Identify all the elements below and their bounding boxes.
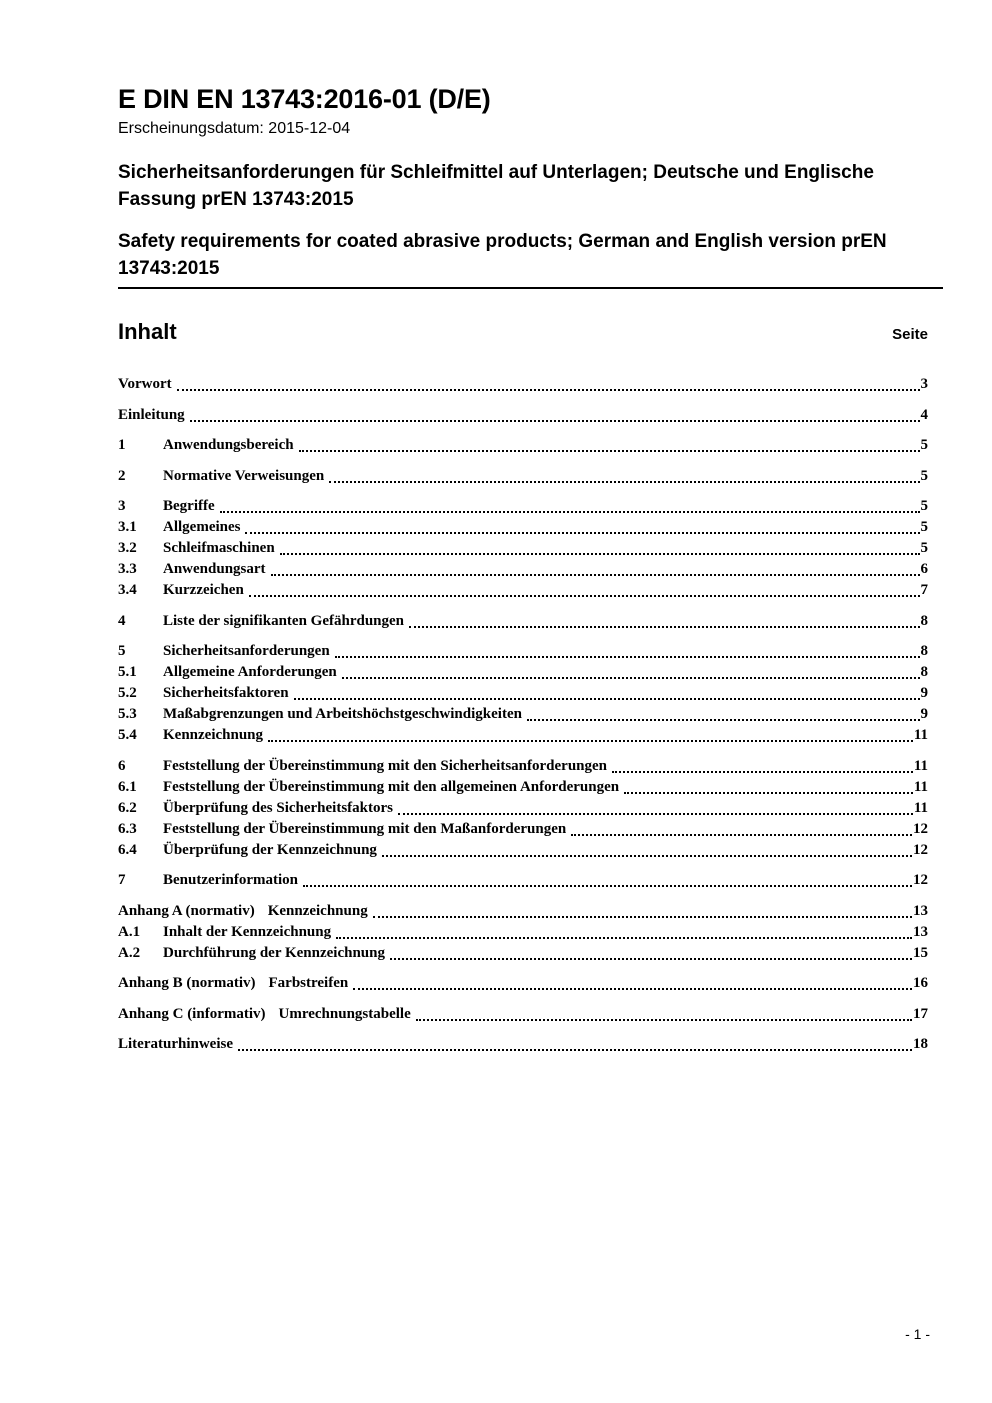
toc-dot-leader bbox=[571, 834, 912, 836]
toc-row bbox=[118, 943, 928, 964]
toc-entry-label: Allgemeines bbox=[163, 519, 241, 535]
toc-entry-number: 5.2 bbox=[118, 685, 137, 701]
toc-entry-page: 9 bbox=[920, 685, 928, 701]
toc-entry-page: 12 bbox=[913, 820, 928, 837]
toc-dot-leader bbox=[280, 553, 920, 555]
toc-row bbox=[118, 662, 928, 683]
toc-row bbox=[118, 517, 928, 538]
toc-entry-number: 3 bbox=[118, 498, 126, 514]
toc-row bbox=[118, 435, 928, 456]
toc-entry-page: 17 bbox=[913, 1005, 928, 1022]
toc-entry-page: 13 bbox=[913, 923, 928, 940]
toc-dot-leader bbox=[299, 450, 920, 452]
toc-entry-page: 5 bbox=[920, 519, 928, 535]
toc-entry-page: 5 bbox=[920, 540, 928, 556]
subtitle-german-line-1: Sicherheitsanforderungen für Schleifmittel auf Unterlagen; Deutsche und Englische bbox=[118, 162, 874, 183]
toc-entry-label: Feststellung der Übereinstimmung mit den Sicherheitsanforderungen bbox=[163, 757, 608, 774]
toc-entry-number: 5.4 bbox=[118, 727, 137, 743]
toc-dot-leader bbox=[329, 481, 919, 483]
toc-row bbox=[118, 1034, 928, 1055]
toc-entry-number: 5.3 bbox=[118, 706, 137, 722]
toc-entry-page: 9 bbox=[920, 706, 928, 722]
toc-list bbox=[118, 374, 928, 1055]
toc-entry-number: A.2 bbox=[118, 944, 141, 961]
toc-entry-label: Umrechnungstabelle bbox=[278, 1005, 411, 1022]
toc-dot-leader bbox=[527, 719, 920, 721]
toc-dot-leader bbox=[335, 656, 920, 658]
toc-entry-page: 8 bbox=[920, 664, 928, 680]
toc-dot-leader bbox=[294, 698, 920, 700]
toc-entry-page: 13 bbox=[913, 902, 928, 919]
toc-row bbox=[118, 973, 928, 994]
toc-row bbox=[118, 580, 928, 601]
toc-row bbox=[118, 466, 928, 487]
toc-entry-page: 11 bbox=[913, 757, 928, 774]
toc-entry-label: Schleifmaschinen bbox=[163, 540, 275, 556]
toc-row bbox=[118, 641, 928, 662]
toc-row bbox=[118, 819, 928, 840]
toc-entry-page: 11 bbox=[913, 727, 928, 743]
toc-entry-page: 5 bbox=[920, 437, 928, 453]
toc-entry-label: Sicherheitsfaktoren bbox=[163, 685, 289, 701]
toc-row bbox=[118, 538, 928, 559]
toc-entry-page: 12 bbox=[913, 841, 928, 858]
toc-entry-page: 16 bbox=[913, 975, 928, 991]
toc-entry-number: 3.3 bbox=[118, 561, 137, 577]
toc-entry-label: Sicherheitsanforderungen bbox=[163, 643, 330, 659]
toc-entry-label: Liste der signifikanten Gefährdungen bbox=[163, 612, 405, 629]
toc-entry-label: Feststellung der Übereinstimmung mit den Maßanforderungen bbox=[163, 820, 567, 837]
toc-dot-leader bbox=[220, 511, 920, 513]
toc-dot-leader bbox=[271, 574, 920, 576]
toc-entry-page: 8 bbox=[920, 612, 928, 629]
toc-dot-leader bbox=[268, 740, 913, 742]
toc-entry-label: Kennzeichnung bbox=[163, 727, 264, 743]
toc-dot-leader bbox=[336, 937, 912, 939]
subtitle-german-line-2: Fassung prEN 13743:2015 bbox=[118, 189, 354, 210]
toc-entry-number: 3.2 bbox=[118, 540, 137, 556]
toc-entry-label: Durchführung der Kennzeichnung bbox=[163, 944, 385, 961]
page-number-footer: - 1 - bbox=[905, 1326, 930, 1342]
toc-dot-leader bbox=[353, 988, 912, 990]
toc-row bbox=[118, 496, 928, 517]
toc-entry-number: 4 bbox=[118, 612, 126, 629]
toc-row bbox=[118, 840, 928, 861]
toc-entry-number: 6 bbox=[118, 757, 126, 774]
toc-dot-leader bbox=[382, 855, 912, 857]
toc-entry-label: Überprüfung des Sicherheitsfaktors bbox=[163, 799, 394, 816]
toc-row bbox=[118, 611, 928, 632]
toc-dot-leader bbox=[177, 389, 920, 391]
toc-entry-number: A.1 bbox=[118, 923, 141, 940]
toc-row bbox=[118, 725, 928, 746]
toc-entry-number: 6.2 bbox=[118, 799, 137, 816]
toc-entry-page: 3 bbox=[920, 376, 928, 392]
toc-entry-label: Inhalt der Kennzeichnung bbox=[163, 923, 332, 940]
toc-entry-label: Begriffe bbox=[163, 498, 215, 514]
toc-row bbox=[118, 922, 928, 943]
toc-entry-label: Vorwort bbox=[118, 376, 172, 392]
toc-entry-number: 5 bbox=[118, 643, 126, 659]
subtitle-english-line-2: 13743:2015 bbox=[118, 258, 220, 279]
toc-entry-number: Anhang C (informativ) bbox=[118, 1005, 266, 1022]
toc-dot-leader bbox=[409, 626, 919, 628]
document-subtitle-english bbox=[118, 228, 928, 282]
toc-entry-number: 3.4 bbox=[118, 582, 137, 598]
toc-entry-page: 18 bbox=[913, 1036, 928, 1052]
toc-entry-label: Einleitung bbox=[118, 406, 185, 423]
toc-entry-page: 11 bbox=[913, 799, 928, 816]
toc-entry-page: 12 bbox=[913, 872, 928, 888]
toc-row bbox=[118, 870, 928, 891]
toc-dot-leader bbox=[373, 916, 912, 918]
toc-entry-number: 6.3 bbox=[118, 820, 137, 837]
toc-row bbox=[118, 777, 928, 798]
toc-entry-label: Maßabgrenzungen und Arbeitshöchstgeschwindigkeiten bbox=[163, 706, 522, 722]
toc-entry-page: 11 bbox=[913, 778, 928, 795]
toc-dot-leader bbox=[624, 792, 913, 794]
toc-row bbox=[118, 704, 928, 725]
toc-entry-number: 7 bbox=[118, 872, 126, 888]
toc-entry-label: Überprüfung der Kennzeichnung bbox=[163, 841, 377, 858]
toc-entry-label: Anwendungsart bbox=[163, 561, 266, 577]
toc-dot-leader bbox=[249, 595, 920, 597]
toc-entry-label: Literaturhinweise bbox=[118, 1036, 233, 1052]
toc-dot-leader bbox=[398, 813, 913, 815]
toc-dot-leader bbox=[612, 771, 913, 773]
toc-dot-leader bbox=[416, 1019, 912, 1021]
document-subtitle-german bbox=[118, 159, 928, 213]
toc-dot-leader bbox=[303, 885, 912, 887]
toc-entry-label: Kurzzeichen bbox=[163, 582, 244, 598]
toc-row bbox=[118, 756, 928, 777]
toc-entry-page: 5 bbox=[920, 467, 928, 484]
toc-row bbox=[118, 683, 928, 704]
toc-entry-label: Feststellung der Übereinstimmung mit den allgemeinen Anforderungen bbox=[163, 778, 620, 795]
toc-entry-label: Benutzerinformation bbox=[163, 872, 298, 888]
toc-entry-page: 7 bbox=[920, 582, 928, 598]
toc-row bbox=[118, 798, 928, 819]
toc-entry-number: Anhang A (normativ) bbox=[118, 902, 255, 919]
toc-entry-label: Kennzeichnung bbox=[267, 902, 368, 919]
toc-entry-number: 5.1 bbox=[118, 664, 137, 680]
toc-entry-number: 6.1 bbox=[118, 778, 137, 795]
publication-date: Erscheinungsdatum: 2015-12-04 bbox=[118, 120, 351, 137]
toc-entry-number: Anhang B (normativ) bbox=[118, 975, 256, 991]
toc-row bbox=[118, 1004, 928, 1025]
toc-entry-number: 2 bbox=[118, 467, 126, 484]
toc-entry-number: 3.1 bbox=[118, 519, 137, 535]
toc-dot-leader bbox=[245, 532, 919, 534]
toc-page-column-label: Seite bbox=[892, 326, 928, 343]
toc-entry-page: 6 bbox=[920, 561, 928, 577]
toc-dot-leader bbox=[238, 1049, 912, 1051]
toc-row bbox=[118, 374, 928, 395]
toc-dot-leader bbox=[190, 420, 920, 422]
toc-entry-page: 15 bbox=[913, 944, 928, 961]
toc-entry-page: 4 bbox=[920, 406, 928, 423]
toc-heading: Inhalt bbox=[118, 319, 177, 344]
toc-entry-number: 1 bbox=[118, 437, 126, 453]
toc-dot-leader bbox=[390, 958, 912, 960]
header-divider bbox=[118, 287, 943, 289]
toc-entry-label: Allgemeine Anforderungen bbox=[163, 664, 337, 680]
toc-entry-number: 6.4 bbox=[118, 841, 137, 858]
toc-entry-label: Normative Verweisungen bbox=[163, 467, 325, 484]
document-title: E DIN EN 13743:2016-01 (D/E) bbox=[118, 84, 491, 114]
subtitle-english-line-1: Safety requirements for coated abrasive products; German and English version prEN bbox=[118, 231, 887, 252]
toc-dot-leader bbox=[342, 677, 920, 679]
toc-header bbox=[118, 319, 928, 345]
toc-row bbox=[118, 559, 928, 580]
toc-row bbox=[118, 405, 928, 426]
toc-entry-page: 8 bbox=[920, 643, 928, 659]
toc-entry-page: 5 bbox=[920, 498, 928, 514]
toc-row bbox=[118, 901, 928, 922]
toc-entry-label: Anwendungsbereich bbox=[163, 437, 294, 453]
toc-entry-label: Farbstreifen bbox=[268, 975, 349, 991]
